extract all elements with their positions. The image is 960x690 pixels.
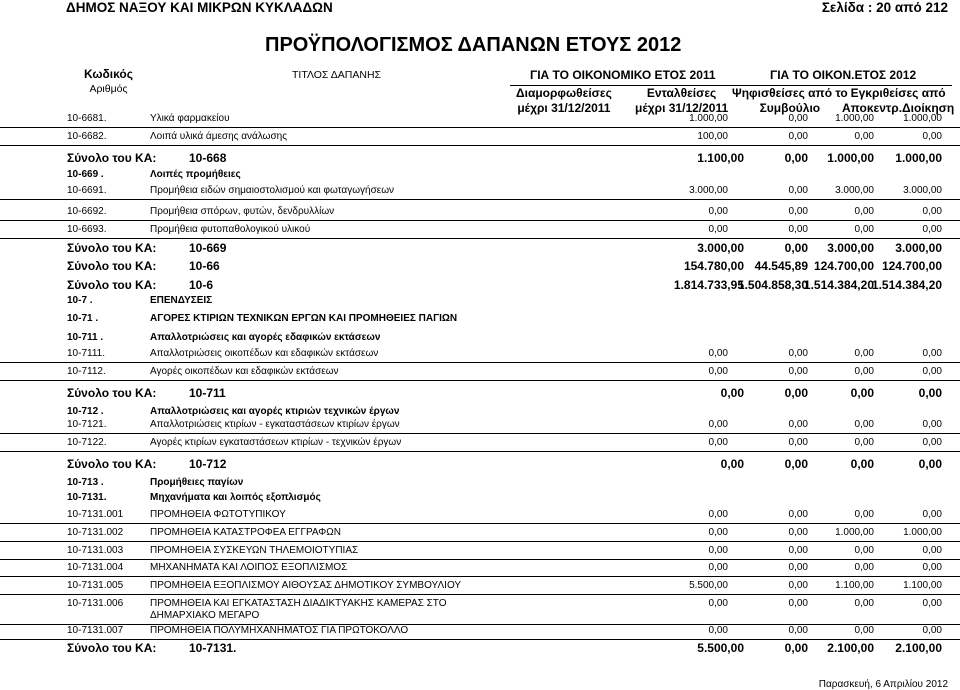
row-value-3: 0,00 — [854, 437, 874, 448]
row-value-4: 124.700,00 — [881, 259, 942, 273]
row-description: 10-7131. — [189, 641, 237, 655]
row-code: 10-7122. — [67, 437, 107, 448]
row-value-2: 0,00 — [788, 185, 808, 196]
row-description: Προμήθεια φυτοπαθολογικού υλικού — [150, 224, 311, 235]
row-value-4: 0,00 — [922, 348, 942, 359]
row-value-2: 0,00 — [788, 562, 808, 573]
row-description: 10-669 — [189, 241, 227, 255]
row-value-4: 1.000,00 — [903, 527, 942, 538]
row-code: 10-7131. — [67, 492, 107, 503]
row-value-4: 0,00 — [922, 625, 942, 636]
row-value-1: 0,00 — [708, 419, 728, 430]
table-row — [0, 206, 960, 221]
section-row — [0, 169, 960, 183]
row-description: ΑΓΟΡΕΣ ΚΤΙΡΙΩΝ ΤΕΧΝΙΚΩΝ ΕΡΓΩΝ ΚΑΙ ΠΡΟΜΗΘΕΙΕΣ ΠΑΓΙΩΝ — [150, 313, 458, 324]
row-description: Απαλλοτριώσεις και αγορές εδαφικών εκτάσεων — [150, 332, 381, 343]
row-code: 10-7121. — [67, 419, 107, 430]
row-value-3: 0,00 — [854, 206, 874, 217]
row-description: 10-711 — [189, 386, 226, 400]
row-code: 10-7131.004 — [67, 562, 124, 573]
row-value-2: 0,00 — [784, 151, 808, 165]
row-description: ΠΡΟΜΗΘΕΙΑ ΕΞΟΠΛΙΣΜΟΥ ΑΙΘΟΥΣΑΣ ΔΗΜΟΤΙΚΟΥ ΣΥΜΒΟΥΛΙΟΥ — [150, 580, 462, 591]
section-row — [0, 332, 960, 346]
col-ordered-line1: Ενταλθείσες — [646, 86, 717, 100]
row-value-2: 0,00 — [788, 598, 808, 609]
total-row — [0, 641, 960, 655]
row-code: 10-6693. — [67, 224, 107, 235]
row-description: Λοιπές προμήθειες — [150, 169, 241, 180]
row-value-3: 0,00 — [854, 348, 874, 359]
table-row — [0, 185, 960, 200]
row-value-3: 1.514.384,20 — [803, 278, 874, 292]
table-row — [0, 348, 960, 363]
row-value-3: 0,00 — [854, 562, 874, 573]
row-value-1: 1.814.733,95 — [673, 278, 744, 292]
row-value-2: 0,00 — [788, 224, 808, 235]
row-value-1: 0,00 — [708, 562, 728, 573]
row-description: ΠΡΟΜΗΘΕΙΑ ΠΟΛΥΜΗΧΑΝΗΜΑΤΟΣ ΓΙΑ ΠΡΩΤΟΚΟΛΛΟ — [150, 625, 409, 636]
row-value-3: 1.000,00 — [827, 151, 874, 165]
table-row — [0, 419, 960, 434]
row-value-1: 5.500,00 — [689, 580, 728, 591]
row-description: ΠΡΟΜΗΘΕΙΑ ΦΩΤΟΤΥΠΙΚΟΥ — [150, 509, 286, 520]
col-voted-line1: Ψηφισθείσες από το — [732, 86, 848, 100]
row-code: Σύνολο του ΚΑ: — [67, 457, 157, 471]
section-row — [0, 295, 960, 309]
row-value-1: 0,00 — [708, 437, 728, 448]
row-value-3: 0,00 — [854, 545, 874, 556]
row-value-3: 1.000,00 — [835, 113, 874, 124]
page-title: ΠΡΟΫΠΟΛΟΓΙΣΜΟΣ ΔΑΠΑΝΩΝ ΕΤΟΥΣ 2012 — [265, 34, 682, 56]
row-code: 10-6691. — [67, 185, 107, 196]
row-value-2: 1.504.858,30 — [737, 278, 808, 292]
row-code: 10-7131.005 — [67, 580, 124, 591]
page-number: Σελίδα : 20 από 212 — [821, 0, 948, 15]
table-row — [0, 224, 960, 239]
row-code: Σύνολο του ΚΑ: — [67, 241, 157, 255]
row-value-1: 0,00 — [708, 206, 728, 217]
row-description: Απαλλοτριώσεις κτιρίων - εγκαταστάσεων κτιρίων έργων — [150, 419, 400, 430]
row-value-1: 0,00 — [708, 224, 728, 235]
row-value-2: 0,00 — [784, 241, 808, 255]
row-value-4: 0,00 — [922, 598, 942, 609]
row-value-4: 3.000,00 — [895, 241, 942, 255]
row-code: 10-7112. — [67, 366, 106, 377]
row-value-1: 3.000,00 — [689, 185, 728, 196]
row-value-3: 0,00 — [854, 366, 874, 377]
row-value-1: 1.100,00 — [697, 151, 744, 165]
col-approved-line2: Αποκεντρ.Διοίκηση — [842, 101, 955, 115]
row-code: Σύνολο του ΚΑ: — [67, 259, 157, 273]
row-value-3: 0,00 — [850, 457, 874, 471]
row-value-2: 0,00 — [788, 545, 808, 556]
col-formed-line1: Διαμορφωθείσες — [516, 86, 612, 100]
row-description: Λοιπά υλικά άμεσης ανάλωσης — [150, 131, 288, 142]
table-row — [0, 509, 960, 524]
row-value-2: 0,00 — [784, 641, 808, 655]
row-code: 10-6692. — [67, 206, 107, 217]
row-description: Προμήθεια ειδών σημαιοστολισμού και φωταγωγήσεων — [150, 185, 395, 196]
row-value-3: 1.000,00 — [835, 527, 874, 538]
row-code: 10-7 . — [67, 295, 93, 306]
table-row — [0, 113, 960, 128]
col-fy2012-header: ΓΙΑ ΤΟ ΟΙΚΟΝ.ΕΤΟΣ 2012 — [770, 68, 917, 82]
total-row — [0, 386, 960, 400]
row-value-4: 1.000,00 — [895, 151, 942, 165]
row-value-1: 0,00 — [708, 366, 728, 377]
row-code: 10-6681. — [67, 113, 107, 124]
total-row — [0, 151, 960, 165]
row-code: 10-712 . — [67, 406, 104, 417]
col-voted-line2: Συμβούλιο — [759, 101, 821, 115]
row-code: Σύνολο του ΚΑ: — [67, 386, 157, 400]
row-description: 10-6 — [189, 278, 214, 292]
row-code: 10-713 . — [67, 477, 104, 488]
row-description: Υλικά φαρμακείου — [150, 113, 230, 124]
print-date: Παρασκευή, 6 Απριλίου 2012 — [818, 679, 948, 690]
municipality-name: ΔΗΜΟΣ ΝΑΞΟΥ ΚΑΙ ΜΙΚΡΩΝ ΚΥΚΛΑΔΩΝ — [66, 0, 333, 15]
row-value-2: 0,00 — [788, 580, 808, 591]
row-description: Αγορές οικοπέδων και εδαφικών εκτάσεων — [150, 366, 339, 377]
row-value-3: 3.000,00 — [835, 185, 874, 196]
table-row — [0, 131, 960, 146]
row-value-4: 0,00 — [922, 419, 942, 430]
row-value-3: 3.000,00 — [827, 241, 874, 255]
col-fy2011-header: ΓΙΑ ΤΟ ΟΙΚΟΝΟΜΙΚΟ ΕΤΟΣ 2011 — [530, 68, 716, 82]
table-row — [0, 545, 960, 560]
row-code: 10-711 . — [67, 332, 104, 343]
row-value-1: 0,00 — [720, 386, 744, 400]
section-row — [0, 477, 960, 491]
row-value-4: 0,00 — [922, 509, 942, 520]
row-value-4: 1.000,00 — [903, 113, 942, 124]
row-code: 10-7131.003 — [67, 545, 124, 556]
row-value-3: 1.100,00 — [835, 580, 874, 591]
row-value-1: 5.500,00 — [697, 641, 744, 655]
row-description: Προμήθειες παγίων — [150, 477, 244, 488]
row-description: Προμήθεια σπόρων, φυτών, δενδρυλλίων — [150, 206, 335, 217]
row-value-1: 0,00 — [720, 457, 744, 471]
col-code-label: Κωδικός — [84, 67, 134, 81]
row-value-2: 0,00 — [784, 386, 808, 400]
row-code: 10-71 . — [67, 313, 99, 324]
col-approved-line1: Εγκριθείσες από — [850, 86, 946, 100]
table-row — [0, 598, 960, 625]
row-value-3: 0,00 — [850, 386, 874, 400]
row-value-2: 0,00 — [788, 437, 808, 448]
table-row — [0, 527, 960, 542]
row-description: ΠΡΟΜΗΘΕΙΑ ΚΑΙ ΕΓΚΑΤΑΣΤΑΣΗ ΔΙΑΔΙΚΤΥΑΚΗΣ ΚΑΜΕΡΑΣ ΣΤΟ — [150, 598, 447, 609]
row-value-4: 0,00 — [922, 206, 942, 217]
row-value-2: 0,00 — [784, 457, 808, 471]
row-description: Απαλλοτριώσεις και αγορές κτιριών τεχνικών έργων — [150, 406, 400, 417]
row-description: Αγορές κτιρίων εγκαταστάσεων κτιρίων - τεχνικών έργων — [150, 437, 402, 448]
row-value-3: 0,00 — [854, 598, 874, 609]
row-value-4: 0,00 — [922, 224, 942, 235]
row-value-2: 0,00 — [788, 366, 808, 377]
row-value-4: 2.100,00 — [895, 641, 942, 655]
row-code: 10-7131.001 — [67, 509, 124, 520]
section-row — [0, 492, 960, 506]
row-value-2: 44.545,89 — [754, 259, 808, 273]
total-row — [0, 457, 960, 471]
row-code: 10-669 . — [67, 169, 104, 180]
row-value-4: 3.000,00 — [903, 185, 942, 196]
row-value-4: 0,00 — [922, 131, 942, 142]
row-description: ΠΡΟΜΗΘΕΙΑ ΣΥΣΚΕΥΩΝ ΤΗΛΕΜΟΙΟΤΥΠΙΑΣ — [150, 545, 359, 556]
col-title-header: ΤΙΤΛΟΣ ΔΑΠΑΝΗΣ — [292, 69, 382, 81]
row-value-4: 0,00 — [922, 562, 942, 573]
row-description: ΜΗΧΑΝΗΜΑΤΑ ΚΑΙ ΛΟΙΠΟΣ ΕΞΟΠΛΙΣΜΟΣ — [150, 562, 348, 573]
row-description: 10-66 — [189, 259, 220, 273]
row-value-2: 0,00 — [788, 206, 808, 217]
row-value-1: 0,00 — [708, 625, 728, 636]
table-row — [0, 562, 960, 577]
row-value-4: 0,00 — [922, 437, 942, 448]
row-value-3: 0,00 — [854, 224, 874, 235]
row-description: Απαλλοτριώσεις οικοπέδων και εδαφικών εκτάσεων — [150, 348, 379, 359]
row-code: 10-7131.006 — [67, 598, 124, 609]
row-value-3: 0,00 — [854, 419, 874, 430]
row-description: 10-668 — [189, 151, 227, 165]
row-value-2: 0,00 — [788, 527, 808, 538]
row-value-3: 124.700,00 — [813, 259, 874, 273]
row-value-1: 0,00 — [708, 598, 728, 609]
row-value-1: 0,00 — [708, 509, 728, 520]
table-row — [0, 437, 960, 452]
total-row — [0, 278, 960, 292]
row-value-1: 1.000,00 — [689, 113, 728, 124]
row-value-1: 0,00 — [708, 348, 728, 359]
row-value-1: 100,00 — [697, 131, 728, 142]
row-value-1: 3.000,00 — [697, 241, 744, 255]
row-value-3: 0,00 — [854, 131, 874, 142]
total-row — [0, 259, 960, 273]
row-description: ΠΡΟΜΗΘΕΙΑ ΚΑΤΑΣΤΡΟΦΕΑ ΕΓΓΡΑΦΩΝ — [150, 527, 341, 538]
row-description: ΕΠΕΝΔΥΣΕΙΣ — [150, 295, 213, 306]
row-value-4: 0,00 — [918, 457, 942, 471]
col-ordered-line2: μέχρι 31/12/2011 — [635, 101, 729, 115]
table-row — [0, 366, 960, 381]
col-formed-line2: μέχρι 31/12/2011 — [517, 101, 611, 115]
row-code: 10-7111. — [67, 348, 105, 359]
row-code: 10-7131.007 — [67, 625, 124, 636]
row-value-3: 0,00 — [854, 625, 874, 636]
col-number-label: Αριθμός — [89, 83, 128, 95]
row-value-4: 0,00 — [922, 545, 942, 556]
row-code: 10-6682. — [67, 131, 107, 142]
row-value-1: 154.780,00 — [683, 259, 744, 273]
row-description: 10-712 — [189, 457, 227, 471]
row-value-3: 2.100,00 — [827, 641, 874, 655]
row-value-4: 1.100,00 — [903, 580, 942, 591]
section-row — [0, 406, 960, 420]
row-value-4: 0,00 — [918, 386, 942, 400]
row-description-cont: ΔΗΜΑΡΧΙΑΚΟ ΜΕΓΑΡΟ — [150, 610, 260, 621]
row-value-3: 0,00 — [854, 509, 874, 520]
row-code: Σύνολο του ΚΑ: — [67, 641, 157, 655]
table-row — [0, 625, 960, 640]
row-code: Σύνολο του ΚΑ: — [67, 278, 157, 292]
table-row — [0, 580, 960, 595]
row-value-2: 0,00 — [788, 419, 808, 430]
row-code: Σύνολο του ΚΑ: — [67, 151, 157, 165]
row-value-2: 0,00 — [788, 113, 808, 124]
row-value-2: 0,00 — [788, 348, 808, 359]
row-code: 10-7131.002 — [67, 527, 124, 538]
total-row — [0, 241, 960, 255]
section-row — [0, 313, 960, 327]
row-description: Μηχανήματα και λοιπός εξοπλισμός — [150, 492, 321, 503]
row-value-2: 0,00 — [788, 625, 808, 636]
row-value-2: 0,00 — [788, 509, 808, 520]
row-value-4: 1.514.384,20 — [871, 278, 942, 292]
row-value-1: 0,00 — [708, 545, 728, 556]
row-value-1: 0,00 — [708, 527, 728, 538]
row-value-2: 0,00 — [788, 131, 808, 142]
row-value-4: 0,00 — [922, 366, 942, 377]
